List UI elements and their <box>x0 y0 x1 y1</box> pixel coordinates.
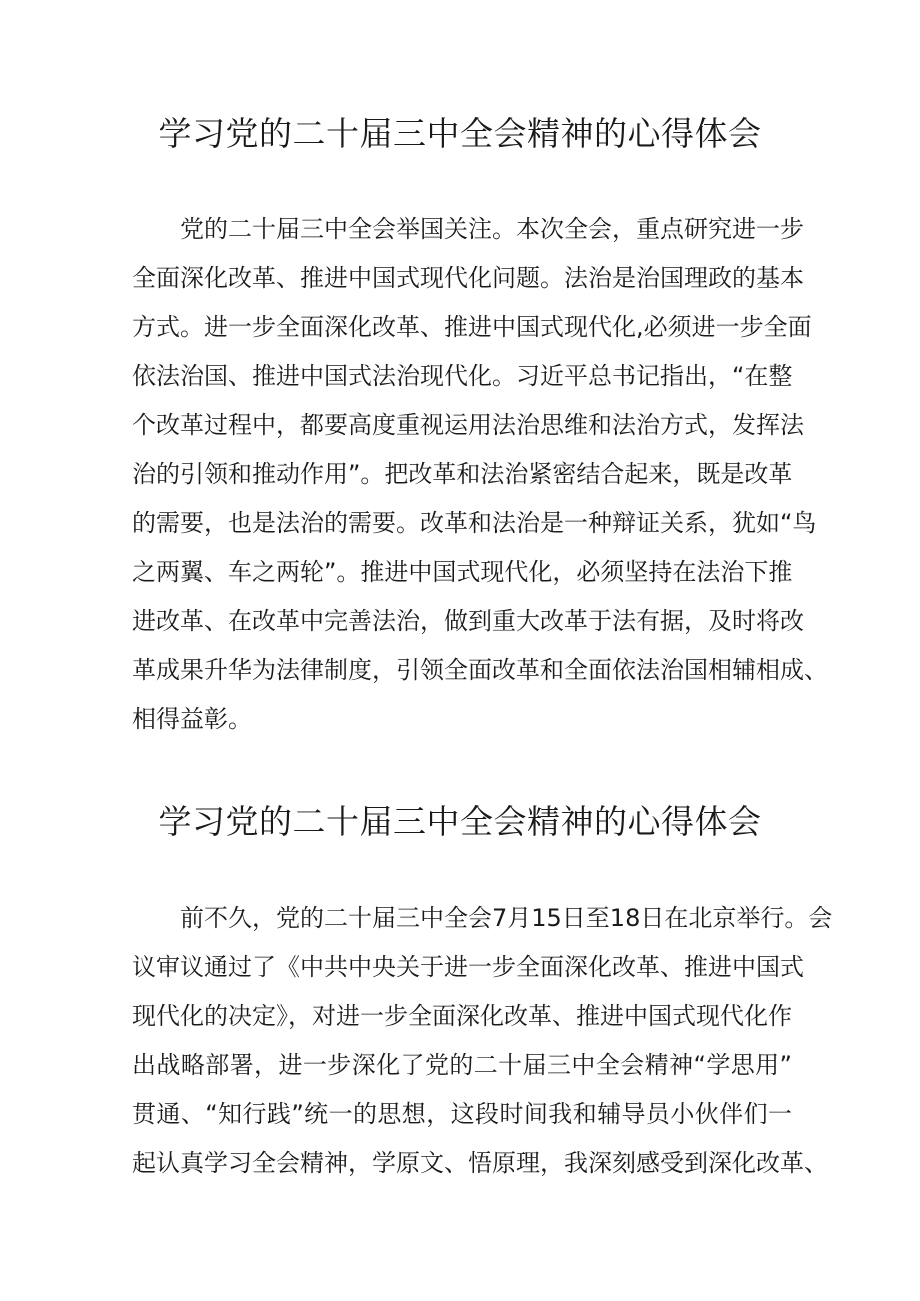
paragraph-line: 全面深化改革、推进中国式现代化问题。法治是治国理政的基本 <box>132 264 804 292</box>
paragraph-line: 前不久，党的二十届三中全会7月15日至18日在北京举行。会 <box>180 904 833 932</box>
paragraph-line: 议审议通过了《中共中央关于进一步全面深化改革、推进中国式 <box>132 953 804 981</box>
paragraph-line: 革成果升华为法律制度，引领全面改革和全面依法治国相辅相成、 <box>132 656 828 684</box>
paragraph-line: 进改革、在改革中完善法治，做到重大改革于法有据，及时将改 <box>132 607 804 635</box>
paragraph-line: 依法治国、推进中国式法治现代化。习近平总书记指出，“在整 <box>132 362 793 390</box>
paragraph-2 <box>132 894 833 1188</box>
paragraph-line: 方式。进一步全面深化改革、推进中国式现代化,必须进一步全面 <box>132 313 812 341</box>
paragraph-line: 个改革过程中，都要高度重视运用法治思维和法治方式，发挥法 <box>132 411 804 439</box>
paragraph-line: 起认真学习全会精神，学原文、悟原理，我深刻感受到深化改革、 <box>132 1149 828 1177</box>
section-title-1: 学习党的二十届三中全会精神的心得体会 <box>158 114 762 153</box>
paragraph-line: 相得益彰。 <box>132 705 252 733</box>
paragraph-line: 现代化的决定》，对进一步全面深化改革、推进中国式现代化作 <box>132 1002 792 1030</box>
paragraph-1 <box>132 205 828 744</box>
paragraph-line: 之两翼、车之两轮”。推进中国式现代化，必须坚持在法治下推 <box>132 558 793 586</box>
paragraph-line: 党的二十届三中全会举国关注。本次全会，重点研究进一步 <box>180 215 804 243</box>
paragraph-line: 贯通、“知行践”统一的思想，这段时间我和辅导员小伙伴们一 <box>132 1100 792 1128</box>
paragraph-line: 治的引领和推动作用”。把改革和法治紧密结合起来，既是改革 <box>132 460 793 488</box>
paragraph-line: 出战略部署，进一步深化了党的二十届三中全会精神“学思用” <box>132 1051 792 1079</box>
paragraph-line: 的需要，也是法治的需要。改革和法治是一种辩证关系，犹如“鸟 <box>132 509 817 537</box>
section-title-2: 学习党的二十届三中全会精神的心得体会 <box>158 802 762 841</box>
